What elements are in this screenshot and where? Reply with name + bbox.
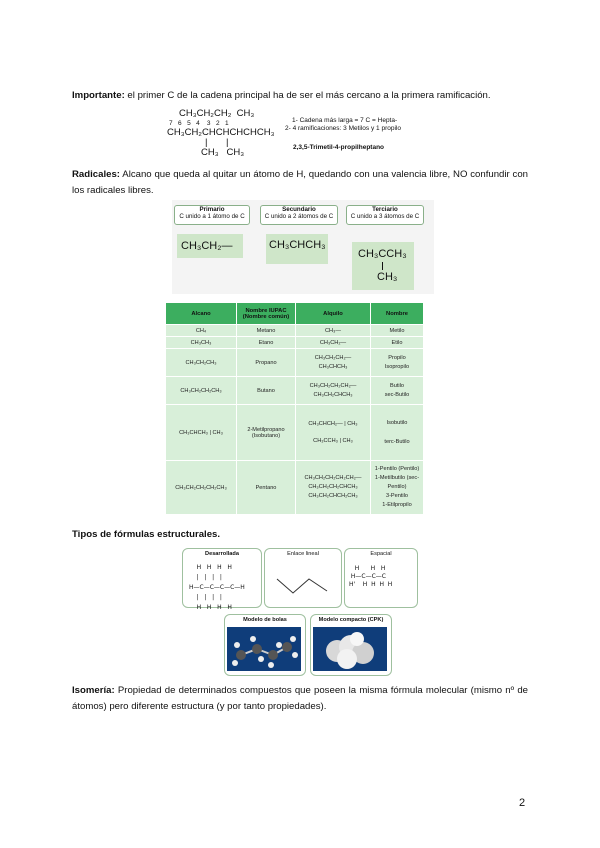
alquilo-line: CH₃CH₂CHCH₃ [313, 391, 353, 398]
cell-alquilo [296, 349, 371, 377]
radical-tertiary-bond [382, 262, 383, 270]
radical-primary-header [174, 205, 250, 225]
alkanes-table [165, 302, 424, 515]
alkanes-table-wrapper [165, 302, 424, 515]
radical-tertiary-box [352, 242, 414, 290]
alquilo-line: CH₃CH₂CH₂CH₂— [309, 382, 357, 389]
nombre-line: Isopropilo [384, 363, 410, 370]
radical-secondary-title: Secundario [282, 206, 316, 213]
nombre-line: 1-Etilpropilo [382, 502, 412, 508]
structure-line1: CH₃CH₂CH₂ CH₃ [179, 108, 255, 119]
formula-types-figure [180, 546, 436, 676]
cell-nombre [371, 405, 424, 461]
table-header-iupac: Nombre IUPAC (Nombre común) [237, 303, 296, 325]
isomeria-text: Propiedad de determinados compuestos que poseen la misma fórmula molecular (mismo nº de átomos) pero diferente estructura (y por tanto propiedades). [72, 685, 528, 712]
radical-tertiary-formula2: CH₃ [377, 271, 398, 283]
radicales-paragraph [72, 167, 528, 199]
nombre-line: 3-Pentilo [385, 493, 409, 499]
structure-line2: CH₃CH₂CHCHCHCHCH₃ [167, 127, 275, 138]
nombre-line: Propilo [388, 354, 406, 361]
cell-alcano: CH₄ [166, 325, 237, 337]
nombre-line: 1-Pentilo (Pentilo) [374, 466, 420, 472]
nombre-line: Isobutilo [386, 419, 408, 426]
cell-nombre: Metilo [371, 325, 424, 337]
structure-name: 2,3,5-Trimetil-4-propilheptano [293, 144, 385, 151]
radical-tertiary-title: Terciario [372, 206, 398, 213]
cell-alcano: CH₃CH₃ [166, 337, 237, 349]
radical-secondary-box [266, 234, 328, 264]
radical-primary-title: Primario [199, 206, 225, 213]
cell-iupac: Metano [237, 325, 296, 337]
table-row [166, 349, 424, 377]
cpk-model-image [313, 627, 387, 671]
alquilo-line: CH₃CH₂CH₂CHCH₃ [308, 484, 358, 490]
formula-title-bolas: Modelo de bolas [243, 617, 287, 623]
formula-box-compacto [310, 614, 392, 676]
formula-box-desarrollada [182, 548, 262, 611]
structure-numbers: 7 6 5 4 3 2 1 [169, 120, 229, 127]
cell-alcano: CH₃CHCH₃ | CH₃ [166, 405, 237, 461]
cell-alquilo [296, 461, 371, 515]
formula-box-espacial [344, 548, 418, 608]
important-paragraph [72, 88, 532, 104]
alquilo-line: CH₃CCH₃ | CH₃ [313, 437, 353, 444]
structure-note2: 2- 4 ramificaciones: 3 Metilos y 1 propilo [285, 125, 401, 132]
radical-primary-formula: CH₃CH₂— [181, 240, 233, 252]
nombre-line: 1-Metilbutilo (sec-Pentilo) [374, 475, 420, 490]
espacial-drawing: H H H H—C—C—C H' H H H H [349, 565, 393, 588]
alquilo-line: CH₃CH₂CH₂CH₂CH₂— [304, 475, 362, 481]
structure-line3: | | [205, 137, 229, 148]
cell-iupac: Butano [237, 377, 296, 405]
nombre-line: sec-Butilo [384, 391, 410, 398]
radicales-label: Radicales: [72, 169, 120, 180]
tipos-title: Tipos de fórmulas estructurales. [72, 529, 221, 540]
isomeria-label: Isomería: [72, 685, 115, 696]
table-row [166, 337, 424, 349]
cell-alquilo: CH₃— [296, 325, 371, 337]
radical-secondary-formula: CH₃CHCH₃ [269, 239, 326, 251]
table-header-row [166, 303, 424, 325]
cell-alcano: CH₃CH₂CH₂CH₂CH₃ [166, 461, 237, 515]
nombre-line: terc-Butilo [384, 438, 410, 445]
structure-figure [165, 107, 435, 163]
cell-iupac: Etano [237, 337, 296, 349]
table-row [166, 405, 424, 461]
formula-box-lineal [264, 548, 342, 608]
important-label: Importante: [72, 90, 125, 101]
cell-iupac: Propano [237, 349, 296, 377]
ball-model-image [227, 627, 301, 671]
radical-primary-sub: C unido a 1 átomo de C [179, 213, 245, 220]
structure-line4: CH₃ CH₃ [201, 147, 245, 158]
zigzag-drawing [275, 565, 331, 601]
cell-iupac: 2-Metilpropano (Isobutano) [237, 405, 296, 461]
cell-alquilo [296, 377, 371, 405]
formula-title-lineal: Enlace lineal [287, 551, 319, 557]
cell-nombre [371, 349, 424, 377]
formula-box-bolas [224, 614, 306, 676]
radical-secondary-header [260, 205, 338, 225]
table-row [166, 461, 424, 515]
important-text: el primer C de la cadena principal ha de ser el más cercano a la primera ramificación. [124, 90, 491, 101]
cell-alcano: CH₃CH₂CH₃ [166, 349, 237, 377]
cell-iupac: Pentano [237, 461, 296, 515]
table-header-alcano: Alcano [166, 303, 237, 325]
isomeria-paragraph [72, 683, 528, 715]
formula-title-desarrollada: Desarrollada [205, 551, 239, 557]
radical-tertiary-sub: C unido a 3 átomos de C [350, 213, 420, 220]
table-row [166, 325, 424, 337]
nombre-line: Butilo [390, 382, 404, 389]
structure-note1: 1- Cadena más larga = 7 C = Hepta- [292, 117, 398, 124]
cell-alquilo [296, 405, 371, 461]
radical-tertiary-formula: CH₃CCH₃ [358, 248, 407, 260]
alquilo-line: CH₃CH₂CH₂— [314, 354, 352, 361]
cell-nombre [371, 461, 424, 515]
cell-nombre [371, 377, 424, 405]
table-header-nombre: Nombre [371, 303, 424, 325]
alquilo-line: CH₃CHCH₂— | CH₃ [308, 420, 358, 427]
radical-tertiary-header [346, 205, 424, 225]
radicales-text: Alcano que queda al quitar un átomo de H, quedando con una valencia libre, NO confundir con los radicales libres. [72, 169, 528, 196]
radical-primary-box [177, 234, 243, 258]
table-row [166, 377, 424, 405]
cell-alcano: CH₃CH₂CH₂CH₃ [166, 377, 237, 405]
cell-nombre: Etilo [371, 337, 424, 349]
radical-secondary-sub: C unido a 2 átomos de C [264, 213, 334, 220]
radicals-figure [172, 200, 434, 294]
formula-title-espacial: Espacial [370, 551, 392, 557]
cell-alquilo: CH₃CH₂— [296, 337, 371, 349]
table-header-alquilo: Alquilo [296, 303, 371, 325]
desarrollada-drawing: H H H H | | | | H—C—C—C—C—H | | | | H H H H [189, 564, 245, 611]
alquilo-line: CH₃CHCH₃ [318, 363, 348, 370]
formula-title-compacto: Modelo compacto (CPK) [318, 617, 384, 623]
alquilo-line: CH₃CH₂CHCH₂CH₃ [308, 493, 358, 499]
page-number: 2 [519, 797, 526, 809]
